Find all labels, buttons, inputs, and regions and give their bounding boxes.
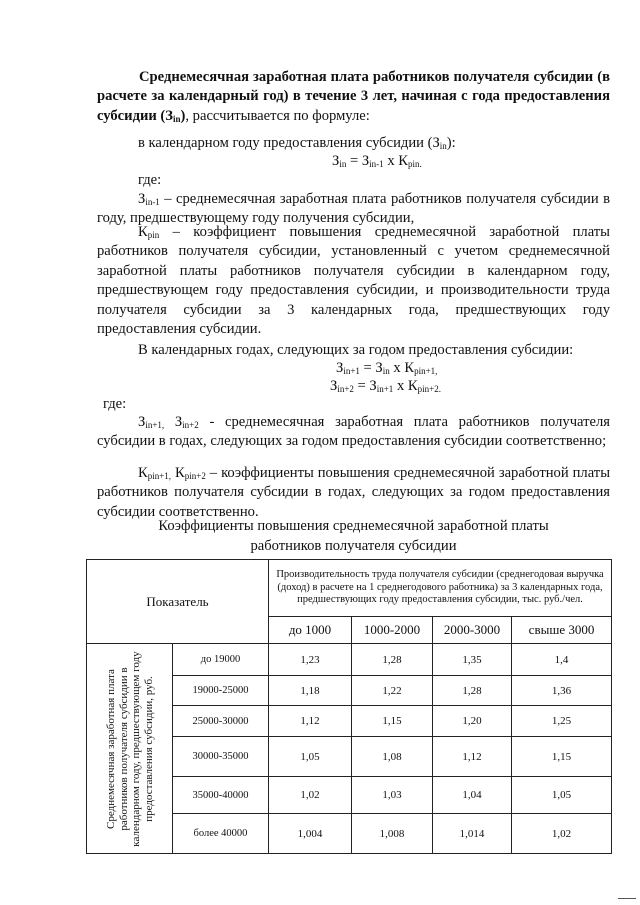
table-cell: 1,22 bbox=[352, 676, 433, 706]
table-cell: 1,28 bbox=[352, 644, 433, 676]
table-cell: 1,12 bbox=[269, 706, 352, 737]
section2-formula2: $З_{in+2} = З_{in+1}$ х $К_{pin+2.}$ bbox=[330, 378, 441, 394]
section2-def1: $З_{in+1,}$ $З_{in+2}$ - среднемесячная заработная плата работников получателя субсидии в годах, следующих за годом предоставления субсидии соответственно; bbox=[97, 414, 610, 450]
row-group-label: Среднемесячная заработная плата работников получателя субсидии в календарном году, предшествующем году предоставления субсидии, руб. bbox=[87, 644, 173, 854]
table-cell: 1,05 bbox=[512, 777, 612, 814]
column-header: 2000-3000 bbox=[433, 617, 512, 644]
row-label: 25000-30000 bbox=[173, 706, 269, 737]
table-cell: 1,05 bbox=[269, 737, 352, 777]
table-row bbox=[87, 644, 612, 676]
section2-def2: $К_{pin+1,}$ $К_{pin+2}$ – коэффициенты повышения среднемесячной заработной платы работников получателя субсидии в годах, следующих за годом предоставления субсидии соответственно. bbox=[97, 465, 610, 520]
header-indicator: Показатель bbox=[87, 560, 269, 644]
table-cell: 1,004 bbox=[269, 814, 352, 854]
section1-def2: $К_{pin}$ – коэффициент повышения среднемесячной заработной платы работников получателя субсидии, установленный с учетом среднемесячной заработной платы работников получателя субсидии в календарном году, предшествующем году предоставления субсидии, и производительности труда получателя субсидии за 3 календарных года, предшествующих году предоставления субсидии. bbox=[97, 224, 610, 338]
table-cell: 1,04 bbox=[433, 777, 512, 814]
table-cell: 1,4 bbox=[512, 644, 612, 676]
section2-formula1: $З_{in+1} = З_{in}$ х $К_{pin+1,}$ bbox=[336, 360, 438, 376]
row-label: 35000-40000 bbox=[173, 777, 269, 814]
table-cell: 1,25 bbox=[512, 706, 612, 737]
intro-bold: Среднемесячная заработная плата работников получателя субсидии (в расчете за календарный год) в течение 3 лет, начиная с года предоставления субсидии (З bbox=[97, 69, 610, 124]
coefficients-table bbox=[86, 559, 612, 854]
table-cell: 1,008 bbox=[352, 814, 433, 854]
section2-heading: В календарных годах, следующих за годом предоставления субсидии: bbox=[138, 342, 574, 358]
table-cell: 1,02 bbox=[512, 814, 612, 854]
section1-def1: $З_{in-1}$ – среднемесячная заработная плата работников получателя субсидии в году, предшествующему году получения субсидии, bbox=[97, 191, 610, 227]
table-cell: 1,03 bbox=[352, 777, 433, 814]
column-header: 1000-2000 bbox=[352, 617, 433, 644]
table-header-row bbox=[87, 560, 612, 617]
table-cell: 1,02 bbox=[269, 777, 352, 814]
intro-paragraph: Среднемесячная заработная плата работников получателя субсидии (в расчете за календарный год) в течение 3 лет, начиная с года предоставления субсидии $(З_{in})$, рассчитывается по формуле: bbox=[97, 69, 610, 124]
table-cell: 1,28 bbox=[433, 676, 512, 706]
table-cell: 1,15 bbox=[352, 706, 433, 737]
table-cell: 1,15 bbox=[512, 737, 612, 777]
intro-rest: , рассчитывается по формуле: bbox=[185, 107, 370, 124]
table-title-line1: Коэффициенты повышения среднемесячной заработной платы bbox=[158, 518, 549, 534]
column-header: свыше 3000 bbox=[512, 617, 612, 644]
table-cell: 1,08 bbox=[352, 737, 433, 777]
page-corner-mark bbox=[618, 898, 636, 899]
table-cell: 1,35 bbox=[433, 644, 512, 676]
table-cell: 1,23 bbox=[269, 644, 352, 676]
column-header: до 1000 bbox=[269, 617, 352, 644]
header-productivity: Производительность труда получателя субсидии (среднегодовая выручка (доход) в расчете на 1 среднегодового работника) за 3 календарных года, предшествующих году предоставления субсидии, тыс. руб./чел. bbox=[269, 560, 612, 617]
section2-where: где: bbox=[103, 396, 127, 412]
section1-where: где: bbox=[138, 172, 162, 188]
table-cell: 1,014 bbox=[433, 814, 512, 854]
section1-heading: в календарном году предоставления субсидии $(З_{in})$: bbox=[138, 135, 456, 151]
table-title-line2: работников получателя субсидии bbox=[250, 538, 457, 554]
row-label: более 40000 bbox=[173, 814, 269, 854]
row-label: до 19000 bbox=[173, 644, 269, 676]
table-cell: 1,36 bbox=[512, 676, 612, 706]
section1-formula: $З_{in} = З_{in-1}$ х $К_{pin.}$ bbox=[332, 153, 422, 169]
row-label: 19000-25000 bbox=[173, 676, 269, 706]
row-label: 30000-35000 bbox=[173, 737, 269, 777]
table-cell: 1,18 bbox=[269, 676, 352, 706]
table-cell: 1,20 bbox=[433, 706, 512, 737]
table-cell: 1,12 bbox=[433, 737, 512, 777]
